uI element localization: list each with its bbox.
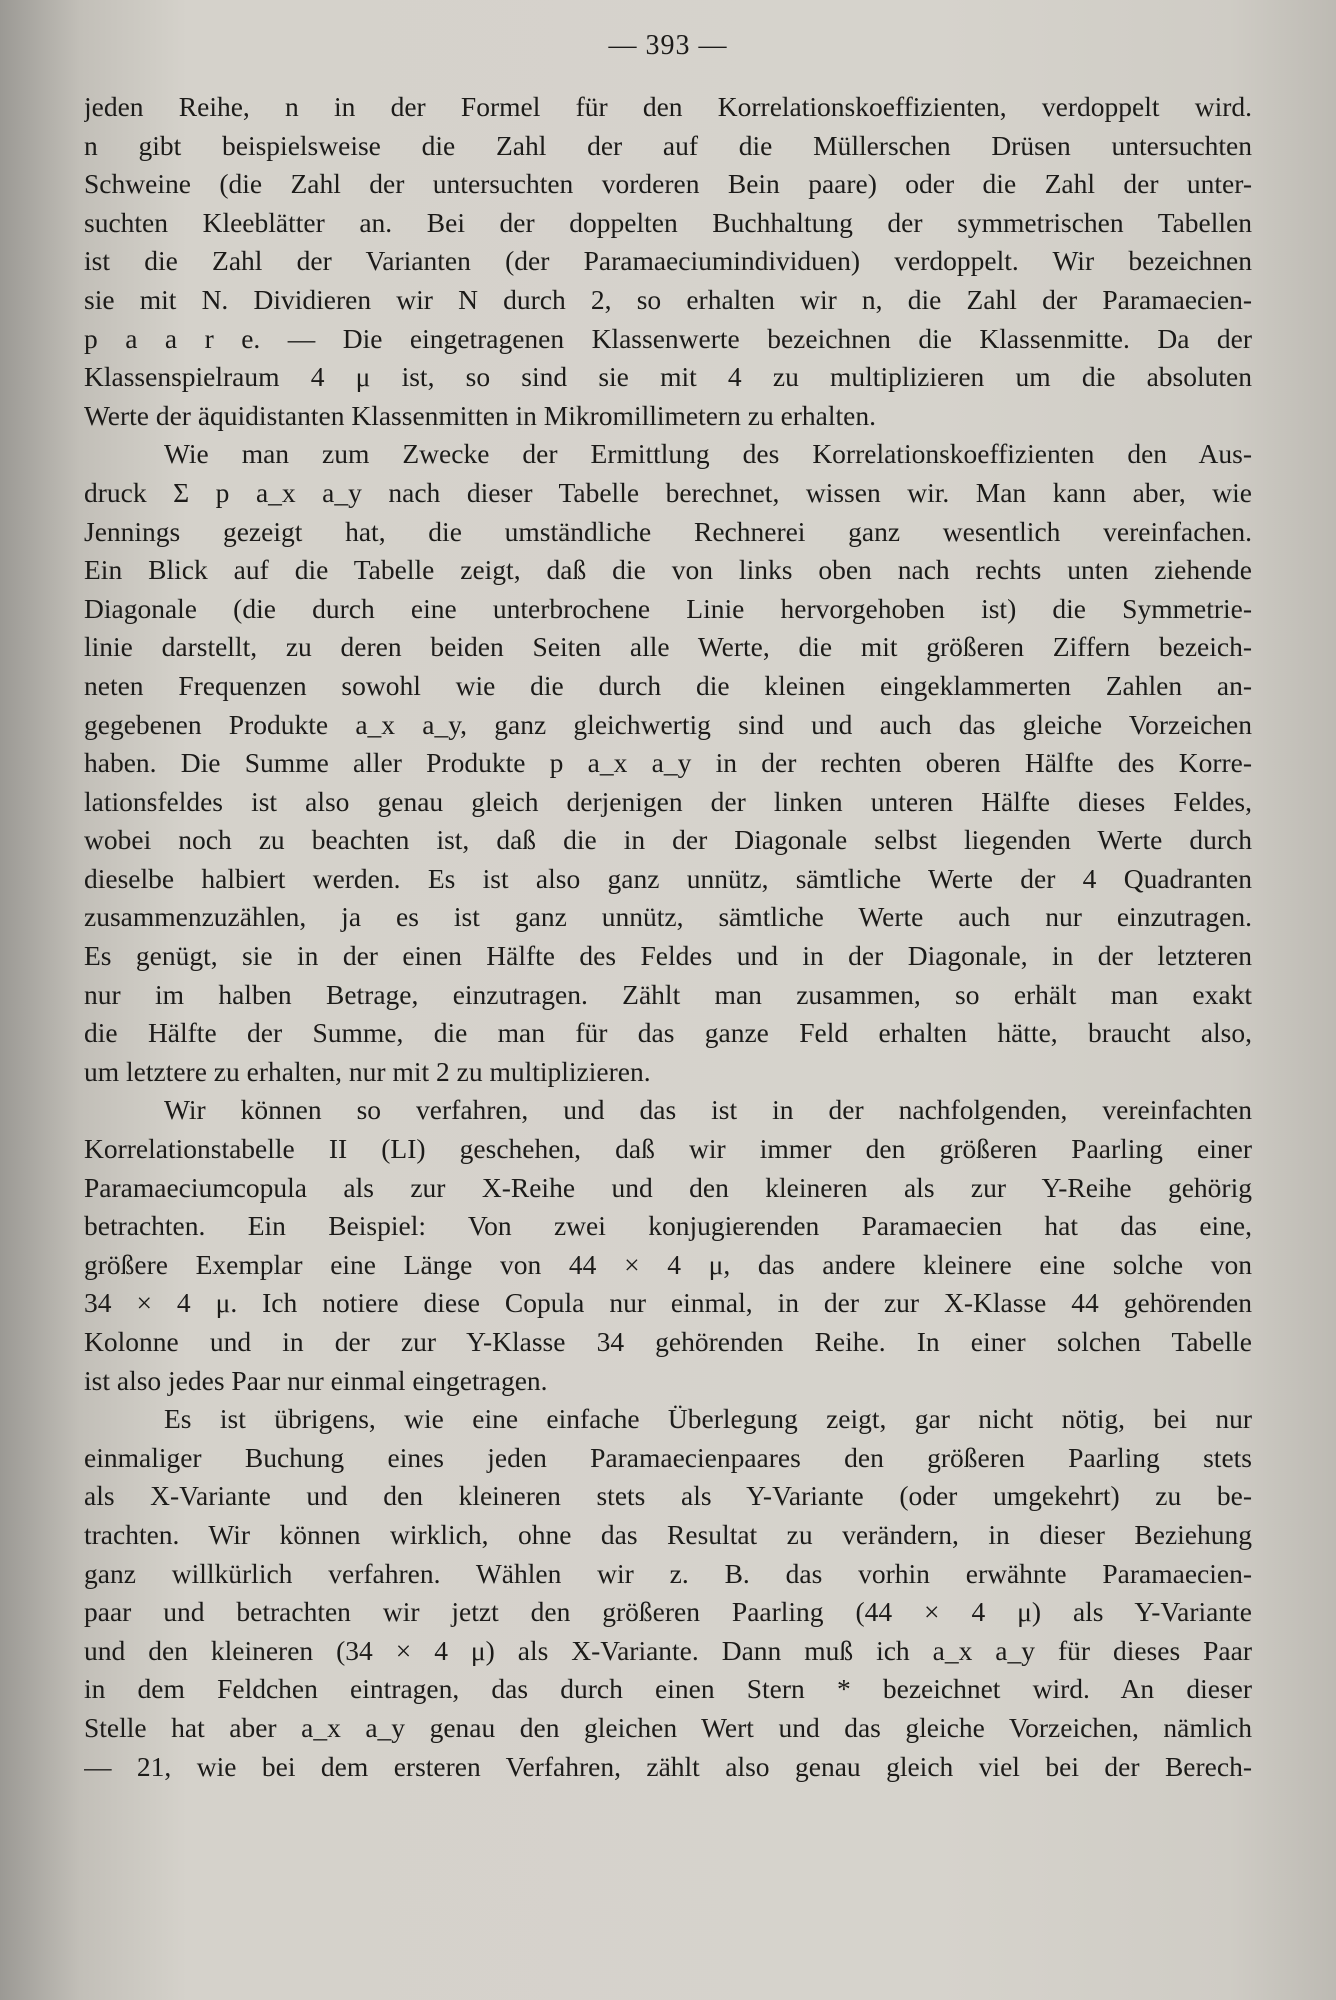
text-line: paar und betrachten wir jetzt den größeren Paarling (44 × 4 μ) als Y-Variante [84,1596,1252,1628]
text-line: Wie man zum Zwecke der Ermittlung des Korrelationskoeffizienten den Aus- [164,438,1252,470]
text-line: ganz willkürlich verfahren. Wählen wir z. B. das vorhin erwähnte Paramaecien- [84,1557,1252,1589]
text-line: betrachten. Ein Beispiel: Von zwei konjugierenden Paramaecien hat das eine, [84,1210,1252,1242]
text-line: Es ist übrigens, wie eine einfache Überlegung zeigt, gar nicht nötig, bei nur [164,1403,1252,1435]
text-line: jeden Reihe, n in der Formel für den Korrelationskoeffizienten, verdoppelt wird. [84,91,1252,122]
text-line: Es genügt, sie in der einen Hälfte des Feldes und in der Diagonale, in der letzteren [84,940,1252,972]
text-line: größere Exemplar eine Länge von 44 × 4 μ, das andere kleinere eine solche von [84,1248,1252,1280]
text-line: p a a r e. — Die eingetragenen Klassenwerte bezeichnen die Klassenmitte. Da der [84,322,1252,354]
text-line: zusammenzuzählen, ja es ist ganz unnütz, sämtliche Werte auch nur einzutragen. [84,901,1252,933]
text-line: dieselbe halbiert werden. Es ist also ganz unnütz, sämtliche Werte der 4 Quadranten [84,862,1252,894]
body-text [84,88,1252,1786]
text-line: Stelle hat aber a_x a_y genau den gleichen Wert und das gleiche Vorzeichen, nämlich [84,1711,1252,1743]
text-line: neten Frequenzen sowohl wie die durch die kleinen eingeklammerten Zahlen an- [84,669,1252,701]
text-line: Jennings gezeigt hat, die umständliche Rechnerei ganz wesentlich vereinfachen. [84,515,1252,547]
text-line: Kolonne und in der zur Y-Klasse 34 gehörenden Reihe. In einer solchen Tabelle [84,1326,1252,1357]
text-line: trachten. Wir können wirklich, ohne das Resultat zu verändern, in dieser Beziehung [84,1518,1252,1550]
text-line: Schweine (die Zahl der untersuchten vorderen Bein paare) oder die Zahl der unter- [84,168,1252,200]
text-line: wobei noch zu beachten ist, daß die in der Diagonale selbst liegenden Werte durch [84,824,1252,856]
page-number: — 393 — [608,30,728,61]
text-line: n gibt beispielsweise die Zahl der auf die Müllerschen Drüsen untersuchten [84,129,1252,161]
text-line: Paramaeciumcopula als zur X-Reihe und den kleineren als zur Y-Reihe gehörig [84,1171,1252,1203]
text-line: Klassenspielraum 4 μ ist, so sind sie mit 4 zu multiplizieren um die absoluten [84,361,1252,393]
text-line: in dem Feldchen eintragen, das durch einen Stern * bezeichnet wird. An dieser [84,1673,1252,1705]
text-line: ist die Zahl der Varianten (der Paramaeciumindividuen) verdoppelt. Wir bezeichnen [84,245,1252,277]
text-line: um letztere zu erhalten, nur mit 2 zu multiplizieren. [84,1055,651,1087]
text-line: die Hälfte der Summe, die man für das ganze Feld erhalten hätte, braucht also, [84,1017,1252,1049]
text-line: 34 × 4 μ. Ich notiere diese Copula nur einmal, in der zur X-Klasse 44 gehörenden [84,1287,1252,1319]
text-line: suchten Kleeblätter an. Bei der doppelten Buchhaltung der symmetrischen Tabellen [84,206,1252,238]
text-line: Ein Blick auf die Tabelle zeigt, daß die von links oben nach rechts unten ziehende [84,554,1252,586]
text-line: als X-Variante und den kleineren stets als Y-Variante (oder umgekehrt) zu be- [84,1480,1252,1512]
text-line: sie mit N. Dividieren wir N durch 2, so erhalten wir n, die Zahl der Paramaecien- [84,283,1252,315]
text-line: nur im halben Betrage, einzutragen. Zählt man zusammen, so erhält man exakt [84,978,1252,1010]
text-line: Diagonale (die durch eine unterbrochene Linie hervorgehoben ist) die Symmetrie- [84,592,1252,624]
text-line: haben. Die Summe aller Produkte p a_x a_y in der rechten oberen Hälfte des Korre- [84,747,1252,779]
text-line: Wir können so verfahren, und das ist in der nachfolgenden, vereinfachten [164,1094,1252,1126]
text-line: linie darstellt, zu deren beiden Seiten alle Werte, die mit größeren Ziffern bezeich- [84,631,1252,663]
text-line: einmaliger Buchung eines jeden Paramaecienpaares den größeren Paarling stets [84,1441,1252,1473]
text-line: und den kleineren (34 × 4 μ) als X-Variante. Dann muß ich a_x a_y für dieses Paar [84,1634,1252,1666]
text-line: gegebenen Produkte a_x a_y, ganz gleichwertig sind und auch das gleiche Vorzeichen [84,708,1252,740]
text-line: — 21, wie bei dem ersteren Verfahren, zählt also genau gleich viel bei der Berech- [84,1750,1252,1782]
text-line: druck Σ p a_x a_y nach dieser Tabelle berechnet, wissen wir. Man kann aber, wie [84,476,1252,508]
text-line: Korrelationstabelle II (LI) geschehen, daß wir immer den größeren Paarling einer [84,1133,1252,1165]
text-line: lationsfeldes ist also genau gleich derjenigen der linken unteren Hälfte dieses Feldes, [84,785,1252,817]
text-line: ist also jedes Paar nur einmal eingetragen. [84,1364,548,1396]
text-line: Werte der äquidistanten Klassenmitten in Mikromillimetern zu erhalten. [84,399,876,431]
